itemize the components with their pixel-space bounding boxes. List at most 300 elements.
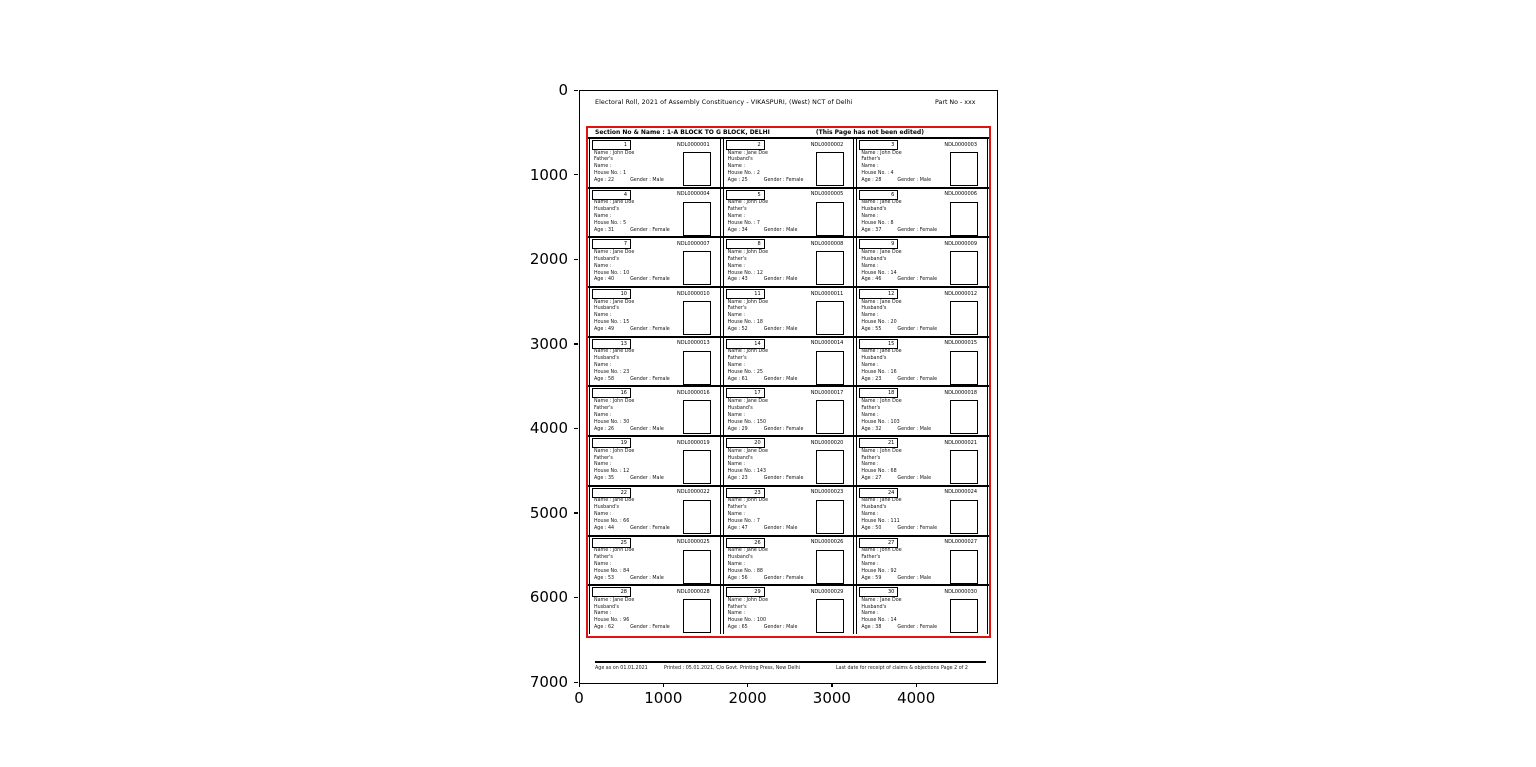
relation-name-line: Name : <box>861 164 879 170</box>
voter-photo-box <box>683 400 711 434</box>
gender-value: Gender : Male <box>630 575 664 581</box>
relation-name-line: Name : <box>594 313 612 319</box>
age-gender-line <box>594 476 664 483</box>
voter-name-line: Name : Jane Doe <box>594 349 635 355</box>
age-gender-line <box>594 576 664 583</box>
voter-card <box>723 338 855 386</box>
voter-epic-number: NDL0000011 <box>810 290 844 297</box>
voter-serial-box: 16 <box>592 388 631 398</box>
voter-serial-box: 6 <box>859 190 898 200</box>
age-gender-line <box>594 427 664 434</box>
age-gender-line <box>594 277 670 284</box>
voter-name-line: Name : Jane Doe <box>594 249 635 255</box>
relation-label-line: Father's <box>594 405 613 411</box>
voter-card <box>723 387 855 435</box>
voter-details <box>594 300 670 334</box>
y-tick-label: 3000 <box>529 334 568 353</box>
voter-row <box>588 437 989 487</box>
voter-serial-box: 2 <box>726 140 765 150</box>
house-number-line: House No. : 15 <box>594 320 630 326</box>
voter-name-line: Name : John Doe <box>861 398 902 404</box>
voter-name-line: Name : Jane Doe <box>594 597 635 603</box>
relation-name-line: Name : <box>861 412 879 418</box>
house-number-line: House No. : 16 <box>861 369 897 375</box>
age-gender-line <box>861 476 931 483</box>
house-number-line: House No. : 12 <box>594 469 630 475</box>
house-number-line: House No. : 12 <box>727 270 763 276</box>
voter-epic-number: NDL0000018 <box>944 389 978 396</box>
voter-card <box>723 189 855 237</box>
voter-photo-box <box>816 450 844 484</box>
page-edit-note: (This Page has not been edited) <box>815 129 924 136</box>
voter-name-line: Name : John Doe <box>861 448 902 454</box>
gender-value: Gender : Female <box>630 327 670 333</box>
y-tick-label: 4000 <box>529 419 568 438</box>
gender-value: Gender : Female <box>897 227 938 233</box>
voter-epic-number: NDL0000021 <box>944 439 978 446</box>
relation-name-line: Name : <box>861 462 879 468</box>
voter-row <box>588 487 989 537</box>
house-number-line: House No. : 8 <box>861 220 894 226</box>
age-gender-line <box>728 327 798 334</box>
voter-epic-number: NDL0000016 <box>677 389 710 396</box>
voter-photo-box <box>816 152 844 186</box>
relation-name-line: Name : <box>594 412 612 418</box>
section-no-name: Section No & Name : 1-A BLOCK TO G BLOCK, DELHI <box>595 129 770 136</box>
voter-name-line: Name : Jane Doe <box>861 249 902 255</box>
house-number-line: House No. : 92 <box>861 568 897 574</box>
voter-name-line: Name : John Doe <box>727 200 769 206</box>
voter-epic-number: NDL0000029 <box>810 588 844 595</box>
voter-card <box>856 387 988 435</box>
relation-label-line: Father's <box>861 554 881 560</box>
age-gender-line <box>728 178 804 185</box>
gender-value: Gender : Male <box>630 476 664 482</box>
footer-claims-info: Last date for receipt of claims & objections <box>836 666 940 671</box>
voter-photo-box <box>816 550 844 584</box>
voter-epic-number: NDL0000027 <box>944 539 978 545</box>
voter-photo-box <box>950 351 978 385</box>
age-value: Age : 35 <box>594 476 615 482</box>
voter-epic-number: NDL0000015 <box>944 340 978 347</box>
voter-photo-box <box>683 251 711 285</box>
house-number-line: House No. : 14 <box>861 618 897 624</box>
relation-name-line: Name : <box>861 512 879 518</box>
gender-value: Gender : Female <box>630 625 670 631</box>
voter-details <box>594 548 664 582</box>
voter-name-line: Name : John Doe <box>727 299 769 305</box>
relation-name-line: Name : <box>861 213 879 219</box>
age-value: Age : 65 <box>727 625 748 631</box>
house-number-line: House No. : 18 <box>727 320 763 326</box>
gender-value: Gender : Female <box>763 178 804 184</box>
relation-label-line: Husband's <box>861 256 887 262</box>
relation-name-line: Name : <box>727 462 745 468</box>
voter-serial-box: 1 <box>592 140 631 150</box>
voter-photo-box <box>950 599 978 633</box>
voter-card <box>723 238 855 286</box>
voter-photo-box <box>816 599 844 633</box>
voter-photo-box <box>683 152 711 186</box>
voter-row <box>588 338 989 388</box>
footer-printed-info: Printed : 05.01.2021, C/o Govt. Printing Press, New Delhi <box>664 666 801 671</box>
y-tick-label: 1000 <box>529 165 568 184</box>
voter-epic-number: NDL0000019 <box>677 439 710 446</box>
voter-epic-number: NDL0000020 <box>810 439 844 446</box>
age-value: Age : 43 <box>727 277 748 283</box>
voter-serial-box: 15 <box>859 339 898 349</box>
voter-photo-box <box>683 301 711 335</box>
age-gender-line <box>861 377 937 384</box>
age-value: Age : 38 <box>861 625 882 631</box>
relation-name-line: Name : <box>727 263 745 269</box>
relation-name-line: Name : <box>727 561 745 567</box>
gender-value: Gender : Female <box>630 525 670 531</box>
voter-details <box>594 399 664 433</box>
gender-value: Gender : Female <box>897 625 938 631</box>
voter-photo-box <box>816 351 844 385</box>
gender-value: Gender : Female <box>763 476 804 482</box>
y-tick-mark <box>574 428 578 429</box>
voter-photo-box <box>950 202 978 236</box>
voter-photo-box <box>950 400 978 434</box>
relation-label-line: Father's <box>727 306 747 312</box>
house-number-line: House No. : 5 <box>594 220 627 226</box>
voter-card <box>856 139 988 187</box>
relation-name-line: Name : <box>594 611 612 617</box>
voter-card <box>589 288 721 336</box>
x-tick-label: 4000 <box>897 689 936 707</box>
voter-card <box>856 537 988 585</box>
voter-epic-number: NDL0000005 <box>810 191 844 198</box>
age-value: Age : 44 <box>594 525 615 531</box>
voter-grid <box>588 139 989 634</box>
house-number-line: House No. : 143 <box>727 469 767 475</box>
voter-serial-box: 27 <box>859 538 898 548</box>
voter-name-line: Name : John Doe <box>594 150 635 156</box>
relation-name-line: Name : <box>727 611 745 617</box>
voter-details <box>861 200 937 234</box>
voter-details <box>594 598 670 632</box>
voter-card <box>723 586 855 634</box>
voter-details <box>594 151 664 185</box>
relation-label-line: Father's <box>861 157 881 163</box>
voter-serial-box: 29 <box>726 587 765 597</box>
age-value: Age : 40 <box>594 277 615 283</box>
voter-details <box>594 250 670 284</box>
voter-photo-box <box>816 500 844 534</box>
y-tick-mark <box>574 512 578 513</box>
voter-epic-number: NDL0000028 <box>677 588 710 595</box>
voter-row <box>588 537 989 587</box>
gender-value: Gender : Male <box>897 575 932 581</box>
relation-label-line: Father's <box>861 405 881 411</box>
gender-value: Gender : Male <box>630 178 664 184</box>
gender-value: Gender : Female <box>763 575 804 581</box>
voter-photo-box <box>816 400 844 434</box>
voter-card <box>589 586 721 634</box>
y-tick-label: 2000 <box>529 250 568 269</box>
voter-details <box>728 250 798 284</box>
house-number-line: House No. : 20 <box>861 320 897 326</box>
age-value: Age : 25 <box>727 178 748 184</box>
voter-name-line: Name : Jane Doe <box>861 200 902 206</box>
age-gender-line <box>728 526 798 533</box>
relation-name-line: Name : <box>594 363 612 369</box>
voter-photo-box <box>950 152 978 186</box>
relation-label-line: Father's <box>594 554 613 560</box>
y-tick-mark <box>574 90 578 91</box>
age-value: Age : 61 <box>727 376 748 382</box>
voter-name-line: Name : John Doe <box>861 548 902 553</box>
voter-details <box>728 498 798 532</box>
voter-card <box>856 338 988 386</box>
age-gender-line <box>728 228 798 235</box>
house-number-line: House No. : 111 <box>861 518 900 524</box>
relation-name-line: Name : <box>594 561 612 567</box>
age-gender-line <box>861 576 931 583</box>
voter-row <box>588 189 989 239</box>
voter-serial-box: 22 <box>592 488 631 498</box>
voter-card <box>856 437 988 485</box>
house-number-line: House No. : 68 <box>861 469 897 475</box>
voter-details <box>861 399 931 433</box>
voter-card <box>589 238 721 286</box>
voter-card <box>723 437 855 485</box>
age-gender-line <box>861 625 937 632</box>
voter-serial-box: 20 <box>726 438 765 448</box>
relation-label-line: Father's <box>727 256 747 262</box>
voter-details <box>861 498 937 532</box>
part-number: Part No - xxx <box>935 99 976 106</box>
voter-epic-number: NDL0000026 <box>810 539 844 545</box>
voter-serial-box: 13 <box>592 339 631 349</box>
age-value: Age : 46 <box>861 277 882 283</box>
voter-card <box>723 537 855 585</box>
voter-details <box>861 151 931 185</box>
voter-serial-box: 28 <box>592 587 631 597</box>
footer-age-as-on: Age as on 01.01.2021 <box>595 666 648 671</box>
house-number-line: House No. : 14 <box>861 270 897 276</box>
relation-label-line: Husband's <box>727 455 753 461</box>
relation-name-line: Name : <box>727 512 745 518</box>
voter-details <box>728 151 804 185</box>
voter-serial-box: 7 <box>592 239 631 249</box>
gender-value: Gender : Female <box>897 277 938 283</box>
footer-page-number: Page 2 of 2 <box>941 666 968 671</box>
voter-card <box>856 189 988 237</box>
voter-card <box>856 586 988 634</box>
age-gender-line <box>594 526 670 533</box>
section-header-bar <box>588 128 989 139</box>
relation-label-line: Husband's <box>861 356 887 362</box>
voter-details <box>728 349 798 383</box>
voter-serial-box: 9 <box>859 239 898 249</box>
voter-serial-box: 3 <box>859 140 898 150</box>
voter-serial-box: 25 <box>592 538 631 548</box>
relation-name-line: Name : <box>594 512 612 518</box>
house-number-line: House No. : 103 <box>861 419 900 425</box>
voter-card <box>723 139 855 187</box>
age-gender-line <box>861 178 931 185</box>
relation-name-line: Name : <box>727 412 745 418</box>
voter-epic-number: NDL0000010 <box>677 290 710 297</box>
voter-card <box>589 139 721 187</box>
relation-name-line: Name : <box>594 164 612 170</box>
relation-label-line: Husband's <box>861 604 887 610</box>
voter-name-line: Name : Jane Doe <box>594 200 635 206</box>
footer-separator-line <box>595 661 986 663</box>
voter-epic-number: NDL0000001 <box>677 141 710 148</box>
relation-label-line: Husband's <box>594 207 620 213</box>
gender-value: Gender : Male <box>897 178 932 184</box>
voter-name-line: Name : John Doe <box>727 597 769 603</box>
relation-label-line: Husband's <box>727 157 753 163</box>
x-tick-label: 2000 <box>728 689 767 707</box>
voter-serial-box: 18 <box>859 388 898 398</box>
relation-label-line: Husband's <box>594 356 620 362</box>
voter-details <box>728 598 798 632</box>
voter-row <box>588 387 989 437</box>
voter-details <box>728 399 804 433</box>
house-number-line: House No. : 2 <box>727 171 760 177</box>
voter-details <box>594 349 670 383</box>
voter-details <box>728 548 804 582</box>
gender-value: Gender : Female <box>763 426 804 432</box>
age-gender-line <box>594 178 664 185</box>
voter-card <box>589 338 721 386</box>
voter-epic-number: NDL0000004 <box>677 191 710 198</box>
voter-epic-number: NDL0000003 <box>944 141 978 148</box>
gender-value: Gender : Male <box>630 426 664 432</box>
age-gender-line <box>594 228 670 235</box>
gender-value: Gender : Male <box>763 277 798 283</box>
age-gender-line <box>728 377 798 384</box>
gender-value: Gender : Male <box>763 525 798 531</box>
voter-row <box>588 139 989 189</box>
age-gender-line <box>728 476 804 483</box>
voter-photo-box <box>950 301 978 335</box>
age-value: Age : 52 <box>727 327 748 333</box>
age-gender-line <box>728 625 798 632</box>
voter-name-line: Name : John Doe <box>727 349 769 355</box>
house-number-line: House No. : 23 <box>594 369 630 375</box>
age-gender-line <box>861 228 937 235</box>
relation-label-line: Husband's <box>594 505 620 511</box>
relation-name-line: Name : <box>861 363 879 369</box>
plot-axes <box>579 90 998 684</box>
voter-epic-number: NDL0000007 <box>677 240 710 247</box>
house-number-line: House No. : 100 <box>727 618 767 624</box>
voter-serial-box: 21 <box>859 438 898 448</box>
voter-photo-box <box>683 351 711 385</box>
voter-details <box>861 449 931 483</box>
y-tick-mark <box>574 259 578 260</box>
house-number-line: House No. : 25 <box>727 369 763 375</box>
y-tick-mark <box>574 174 578 175</box>
age-value: Age : 56 <box>727 575 748 581</box>
x-tick-label: 1000 <box>644 689 683 707</box>
voter-details <box>861 349 937 383</box>
gender-value: Gender : Male <box>763 327 798 333</box>
gender-value: Gender : Female <box>630 376 670 382</box>
voter-serial-box: 26 <box>726 538 765 548</box>
house-number-line: House No. : 10 <box>594 270 630 276</box>
relation-name-line: Name : <box>727 313 745 319</box>
age-gender-line <box>861 427 931 434</box>
voter-card <box>589 437 721 485</box>
house-number-line: House No. : 96 <box>594 618 630 624</box>
voter-details <box>728 200 798 234</box>
relation-label-line: Husband's <box>727 554 753 560</box>
voter-photo-box <box>683 202 711 236</box>
relation-label-line: Husband's <box>594 604 620 610</box>
age-gender-line <box>594 377 670 384</box>
relation-name-line: Name : <box>727 363 745 369</box>
relation-label-line: Husband's <box>861 207 887 213</box>
y-tick-label: 0 <box>558 81 568 99</box>
y-tick-label: 7000 <box>529 673 568 691</box>
voter-row <box>588 288 989 338</box>
relation-label-line: Husband's <box>861 505 887 511</box>
voter-serial-box: 24 <box>859 488 898 498</box>
voter-epic-number: NDL0000006 <box>944 191 978 198</box>
relation-label-line: Husband's <box>727 405 753 411</box>
voter-photo-box <box>816 251 844 285</box>
voter-photo-box <box>816 301 844 335</box>
voter-details <box>861 598 937 632</box>
voter-photo-box <box>950 550 978 584</box>
voter-epic-number: NDL0000030 <box>944 588 978 595</box>
voter-name-line: Name : Jane Doe <box>727 448 768 454</box>
voter-name-line: Name : Jane Doe <box>861 349 902 355</box>
voter-epic-number: NDL0000023 <box>810 489 844 496</box>
voter-name-line: Name : Jane Doe <box>594 299 635 305</box>
age-value: Age : 49 <box>594 327 615 333</box>
voter-name-line: Name : John Doe <box>594 398 635 404</box>
house-number-line: House No. : 7 <box>727 220 760 226</box>
age-value: Age : 50 <box>861 525 882 531</box>
voter-name-line: Name : Jane Doe <box>861 597 902 603</box>
voter-photo-box <box>816 202 844 236</box>
age-value: Age : 31 <box>594 227 615 233</box>
voter-details <box>594 200 670 234</box>
age-value: Age : 55 <box>861 327 882 333</box>
relation-name-line: Name : <box>594 462 612 468</box>
relation-label-line: Father's <box>594 455 613 461</box>
electoral-roll-title: Electoral Roll, 2021 of Assembly Constituency - VIKASPURI, (West) NCT of Delhi <box>595 99 853 106</box>
gender-value: Gender : Female <box>897 327 938 333</box>
x-tick-label: 0 <box>574 689 584 707</box>
voter-details <box>594 498 670 532</box>
y-tick-label: 5000 <box>529 503 568 522</box>
relation-name-line: Name : <box>861 561 879 567</box>
relation-label-line: Father's <box>861 455 881 461</box>
age-value: Age : 22 <box>594 178 615 184</box>
relation-label-line: Father's <box>727 604 747 610</box>
voter-details <box>594 449 664 483</box>
age-value: Age : 58 <box>594 376 615 382</box>
voter-card <box>589 487 721 535</box>
voter-serial-box: 8 <box>726 239 765 249</box>
voter-photo-box <box>683 450 711 484</box>
age-value: Age : 53 <box>594 575 615 581</box>
house-number-line: House No. : 150 <box>727 419 767 425</box>
voter-epic-number: NDL0000017 <box>810 389 844 396</box>
house-number-line: House No. : 66 <box>594 518 630 524</box>
house-number-line: House No. : 1 <box>594 171 627 177</box>
voter-serial-box: 19 <box>592 438 631 448</box>
